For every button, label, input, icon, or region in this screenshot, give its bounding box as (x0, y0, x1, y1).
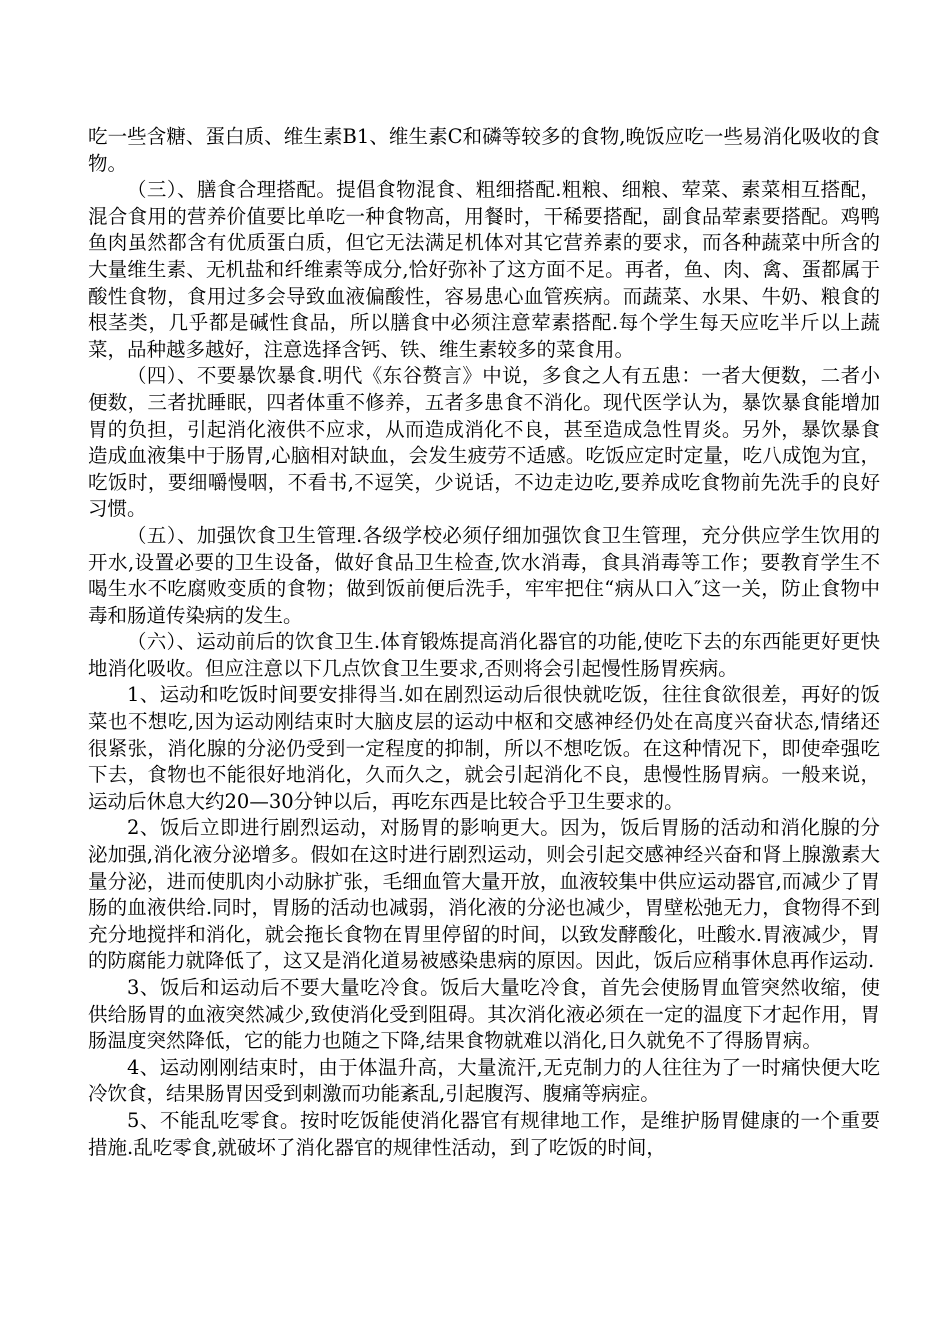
paragraph-point-1: 1、运动和吃饭时间要安排得当.如在剧烈运动后很快就吃饭，往往食欲很差，再好的饭菜也不想吃,因为运动刚结束时大脑皮层的运动中枢和交感神经仍处在高度兴奋状态,情绪还很紧张，消化腺的分泌仍受到一定程度的抑制，所以不想吃饭。在这种情况下，即使牵强吃下去，食物也不能很好地消化，久而久之，就会引起消化不良，患慢性肠胃病。一般来说，运动后休息大约20—30分钟以后，再吃东西是比较合乎卫生要求的。 (88, 683, 880, 813)
paragraph-section-4: （四）、不要暴饮暴食.明代《东谷赘言》中说，多食之人有五患：一者大便数，二者小便数，三者扰睡眠，四者体重不修养，五者多患食不消化。现代医学认为，暴饮暴食能增加胃的负担，引起消化液供不应求，从而造成消化不良，甚至造成急性胃炎。另外，暴饮暴食造成血液集中于肠胃,心脑相对缺血，会发生疲劳不适感。吃饭应定时定量，吃八成饱为宜，吃饭时，要细嚼慢咽，不看书,不逗笑，少说话，不边走边吃,要养成吃食物前先洗手的良好习惯。 (88, 364, 880, 521)
paragraph-continuation: 吃一些含糖、蛋白质、维生素B1、维生素C和磷等较多的食物,晚饭应吃一些易消化吸收的食物。 (88, 125, 880, 175)
paragraph-point-2: 2、饭后立即进行剧烈运动，对肠胃的影响更大。因为，饭后胃肠的活动和消化腺的分泌加强,消化液分泌增多。假如在这时进行剧烈运动，则会引起交感神经兴奋和肾上腺激素大量分泌，进而使肌肉小动脉扩张，毛细血管大量开放，血液较集中供应运动器官,而减少了胃肠的血液供给.同时，胃肠的活动也减弱，消化液的分泌也减少，胃壁松弛无力，食物得不到充分地搅拌和消化，就会拖长食物在胃里停留的时间，以致发酵酸化，吐酸水.胃液减少，胃的防腐能力就降低了，这又是消化道易被感染患病的原因。因此，饭后应稍事休息再作运动. (88, 816, 880, 973)
paragraph-point-4: 4、运动刚刚结束时，由于体温升高，大量流汗,无克制力的人往往为了一时痛快便大吃冷饮食，结果肠胃因受到刺激而功能紊乱,引起腹泻、腹痛等病症。 (88, 1055, 880, 1106)
paragraph-point-5: 5、不能乱吃零食。按时吃饭能使消化器官有规律地工作，是维护肠胃健康的一个重要措施.乱吃零食,就破坏了消化器官的规律性活动，到了吃饭的时间， (88, 1108, 880, 1159)
paragraph-section-6: （六）、运动前后的饮食卫生.体育锻炼提高消化器官的功能,使吃下去的东西能更好更快地消化吸收。但应注意以下几点饮食卫生要求,否则将会引起慢性肠胃疾病。 (88, 630, 880, 680)
paragraph-section-3: （三）、膳食合理搭配。提倡食物混食、粗细搭配.粗粮、细粮、荤菜、素菜相互搭配，混合食用的营养价值要比单吃一种食物高，用餐时，干稀要搭配，副食品荤素要搭配。鸡鸭鱼肉虽然都含有优质蛋白质，但它无法满足机体对其它营养素的要求，而各种蔬菜中所含的大量维生素、无机盐和纤维素等成分,恰好弥补了这方面不足。再者，鱼、肉、禽、蛋都属于酸性食物，食用过多会导致血液偏酸性，容易患心血管疾病。而蔬菜、水果、牛奶、粮食的根茎类，几乎都是碱性食品，所以膳食中必须注意荤素搭配.每个学生每天应吃半斤以上蔬菜，品种越多越好，注意选择含钙、铁、维生素较多的菜食用。 (88, 178, 880, 361)
paragraph-point-3: 3、饭后和运动后不要大量吃冷食。饭后大量吃冷食，首先会使肠胃血管突然收缩，使供给肠胃的血液突然减少,致使消化受到阻碍。其次消化液必须在一定的温度下才起作用，胃肠温度突然降低，它的能力也随之下降,结果食物就难以消化,日久就免不了得肠胃病。 (88, 976, 880, 1053)
document-page (88, 124, 880, 1161)
paragraph-section-5: （五）、加强饮食卫生管理.各级学校必须仔细加强饮食卫生管理，充分供应学生饮用的开水,设置必要的卫生设备，做好食品卫生检查,饮水消毒，食具消毒等工作；要教育学生不喝生水不吃腐败变质的食物；做到饭前便后洗手，牢牢把住“病从口入″这一关，防止食物中毒和肠道传染病的发生。 (88, 523, 880, 627)
